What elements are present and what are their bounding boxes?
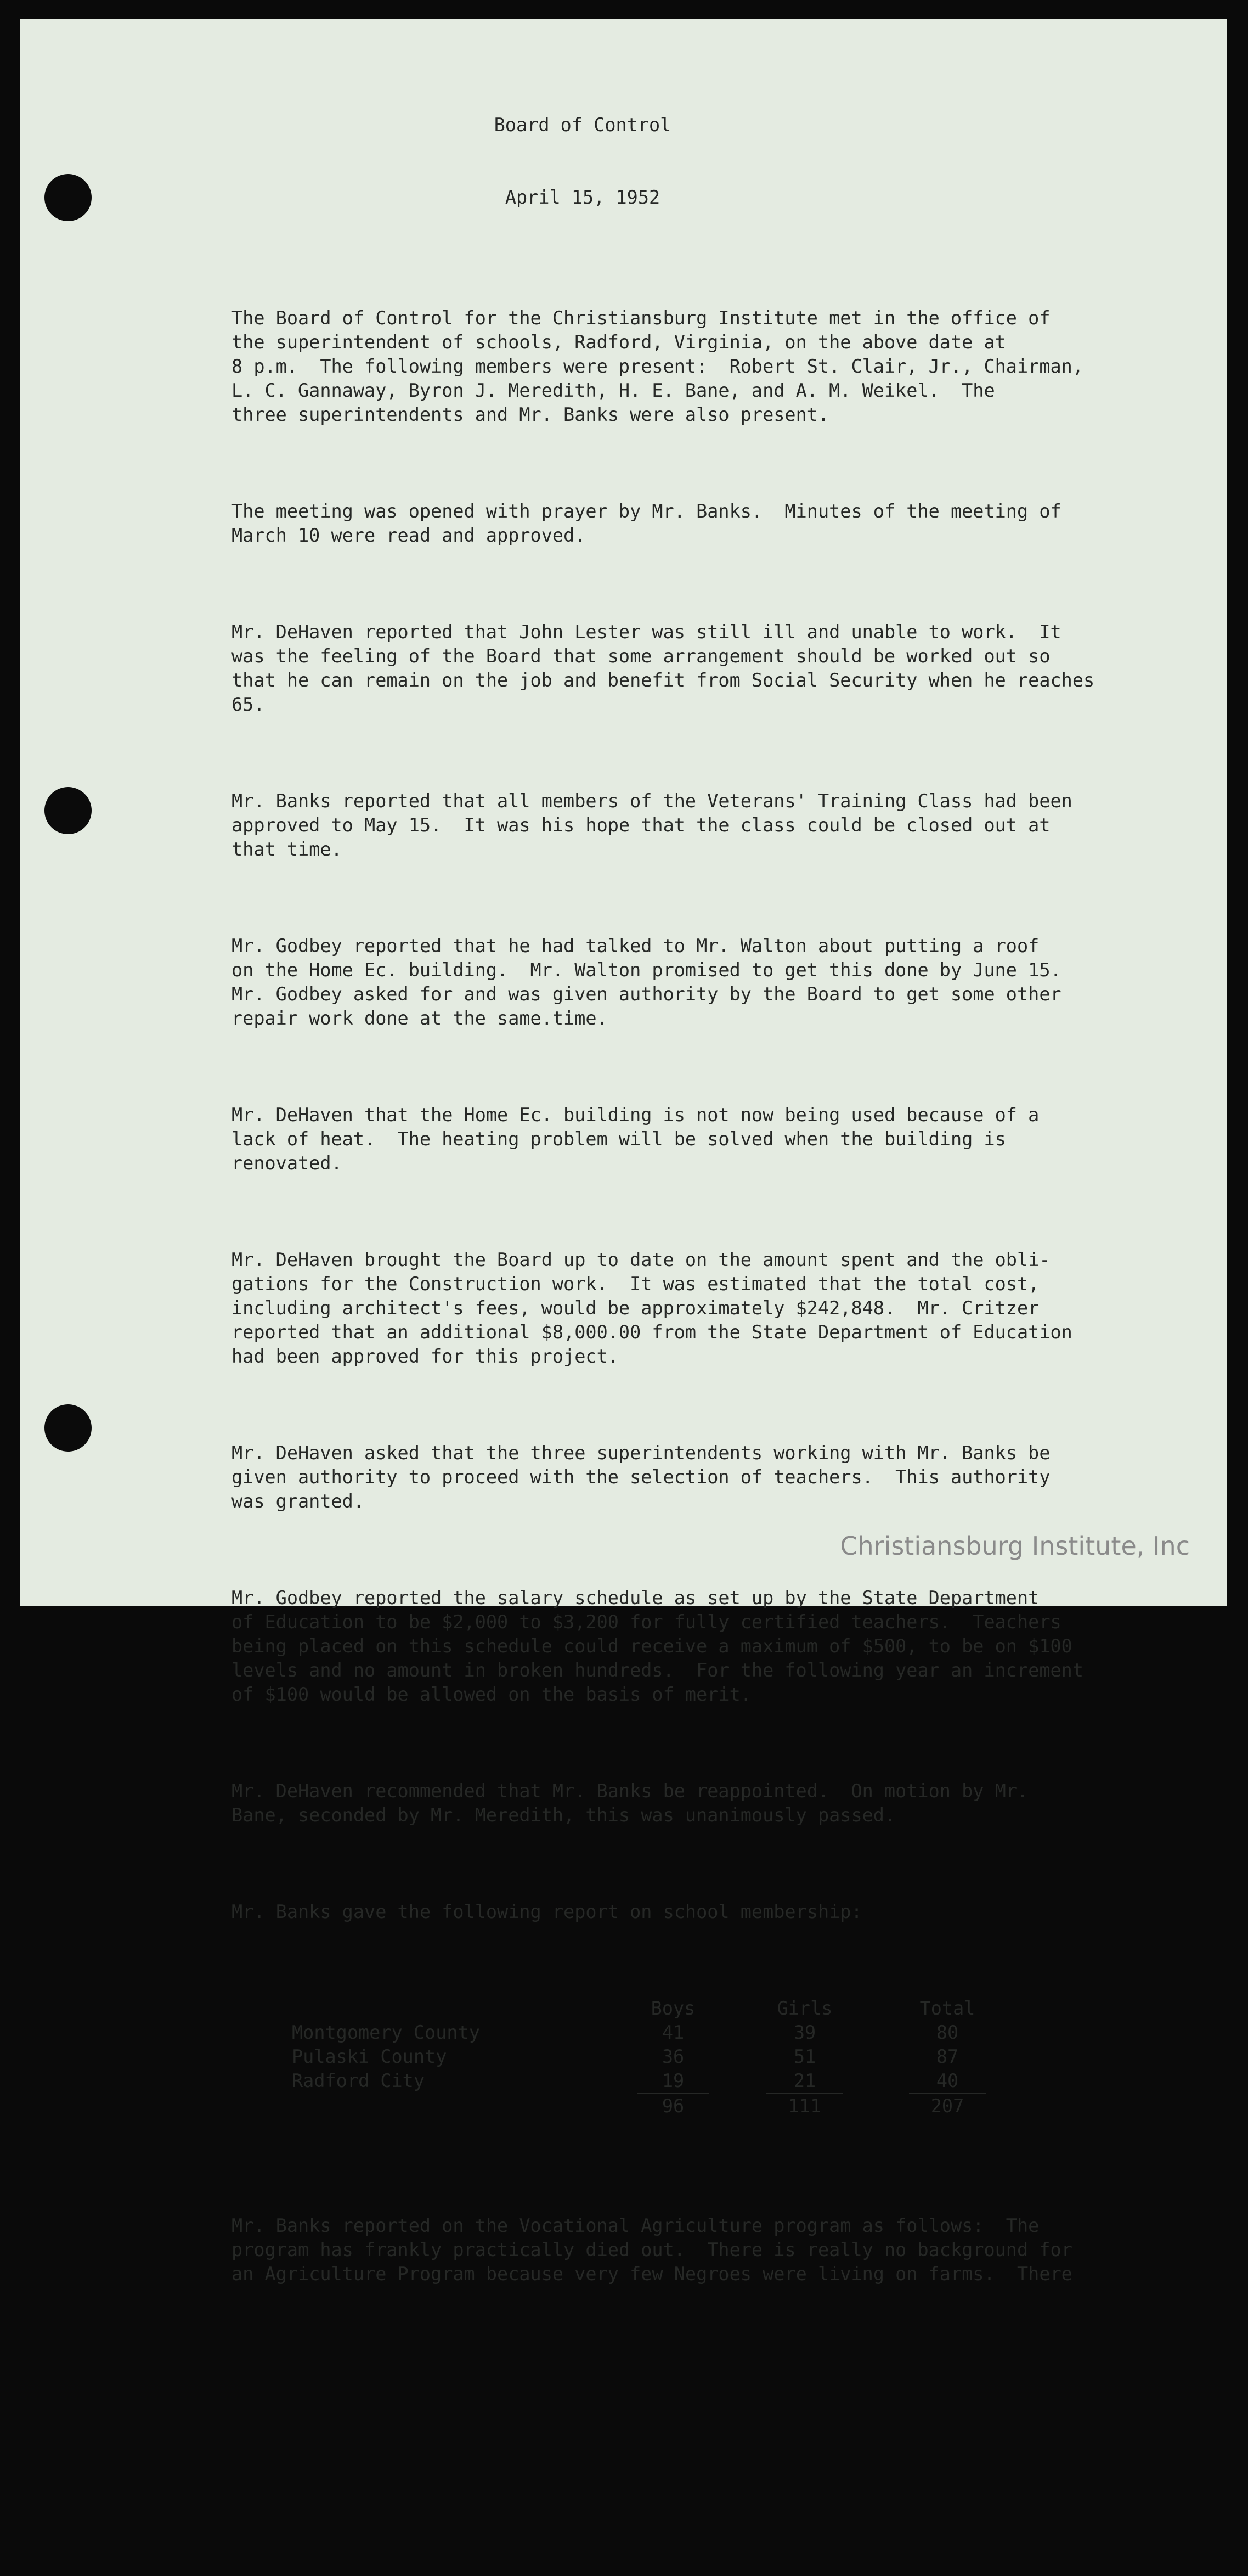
binder-hole-top	[44, 174, 92, 221]
paragraph-1: The Board of Control for the Christiansburg Institute met in the office of the superintendent of schools, Radford, Virginia, on the above date at 8 p.m. The following members were present: Robert St. Clair, Jr., Chairman, L. C. Gannaway, Byron J. Meredith, H. E. Bane, and A. M. Weikel. The three superintendents and Mr. Banks were also present.	[231, 307, 1083, 425]
total-total: 207	[909, 2093, 986, 2118]
paragraph-2: The meeting was opened with prayer by Mr. Banks. Minutes of the meeting of March 10 were read and approved.	[231, 500, 1061, 546]
row-boys-montgomery: 41	[662, 2022, 685, 2043]
total-girls: 111	[766, 2093, 843, 2118]
row-boys-radford: 19	[662, 2070, 685, 2091]
row-total-radford: 40	[936, 2070, 959, 2091]
row-total-montgomery: 80	[936, 2022, 959, 2043]
paragraph-closing: Mr. Banks reported on the Vocational Agriculture program as follows: The program has frankly practically died out. There is really no background for an Agriculture Program because very few Negroes were living on farms. There	[231, 2215, 1072, 2285]
binder-hole-middle	[44, 787, 92, 834]
document-body	[231, 65, 1164, 2335]
row-girls-pulaski: 51	[793, 2046, 816, 2067]
row-girls-radford: 21	[793, 2070, 816, 2091]
paragraph-3: Mr. DeHaven reported that John Lester was still ill and unable to work. It was the feeling of the Board that some arrangement should be worked out so that he can remain on the job and benefit from Social Security when he reaches 65.	[231, 621, 1095, 715]
row-girls-montgomery: 39	[793, 2022, 816, 2043]
watermark-text: Christiansburg Institute, Inc	[840, 1531, 1190, 1561]
document-date: April 15, 1952	[505, 187, 660, 208]
total-boys: 96	[637, 2093, 709, 2118]
paragraph-4: Mr. Banks reported that all members of the Veterans' Training Class had been approved to May 15. It was his hope that the class could be closed out at that time.	[231, 790, 1072, 860]
header-total: Total	[919, 1998, 975, 2019]
paragraph-11: Mr. Banks gave the following report on school membership:	[231, 1901, 862, 1922]
paragraph-5: Mr. Godbey reported that he had talked to Mr. Walton about putting a roof on the Home Ec. building. Mr. Walton promised to get this done by June 15. Mr. Godbey asked for and was given authority by the Board to get some other repair work done at the same.time.	[231, 935, 1061, 1029]
paragraph-7: Mr. DeHaven brought the Board up to date on the amount spent and the obli- gations for the Construction work. It was estimated that the total cost, including architect's fees, would be approximately $242,848. Mr. Critzer reported that an additional $8,000.00 from the State Department of Education had been approved for this project.	[231, 1249, 1072, 1367]
paragraph-6: Mr. DeHaven that the Home Ec. building is not now being used because of a lack of heat. The heating problem will be solved when the building is renovated.	[231, 1104, 1040, 1174]
row-name-radford: Radford City	[292, 2070, 425, 2091]
header-boys: Boys	[651, 1998, 696, 2019]
row-name-pulaski: Pulaski County	[292, 2046, 447, 2067]
row-name-montgomery: Montgomery County	[292, 2022, 480, 2043]
membership-table	[231, 1996, 1164, 2117]
binder-hole-bottom	[44, 1404, 92, 1452]
row-boys-pulaski: 36	[662, 2046, 685, 2067]
paragraph-10: Mr. DeHaven recommended that Mr. Banks be reappointed. On motion by Mr. Bane, seconded by Mr. Meredith, this was unanimously passed.	[231, 1780, 1029, 1826]
header-girls: Girls	[777, 1998, 833, 2019]
row-total-pulaski: 87	[936, 2046, 959, 2067]
document-title: Board of Control	[494, 114, 671, 136]
paragraph-9: Mr. Godbey reported the salary schedule as set up by the State Department of Education to be $2,000 to $3,200 for fully certified teachers. Teachers being placed on this schedule could receive a maximum of $500, to be on $100 levels and no amount in broken hundreds. For the following year an increment of $100 would be allowed on the basis of merit.	[231, 1587, 1083, 1705]
paragraph-8: Mr. DeHaven asked that the three superintendents working with Mr. Banks be given authority to proceed with the selection of teachers. This authority was granted.	[231, 1442, 1051, 1512]
